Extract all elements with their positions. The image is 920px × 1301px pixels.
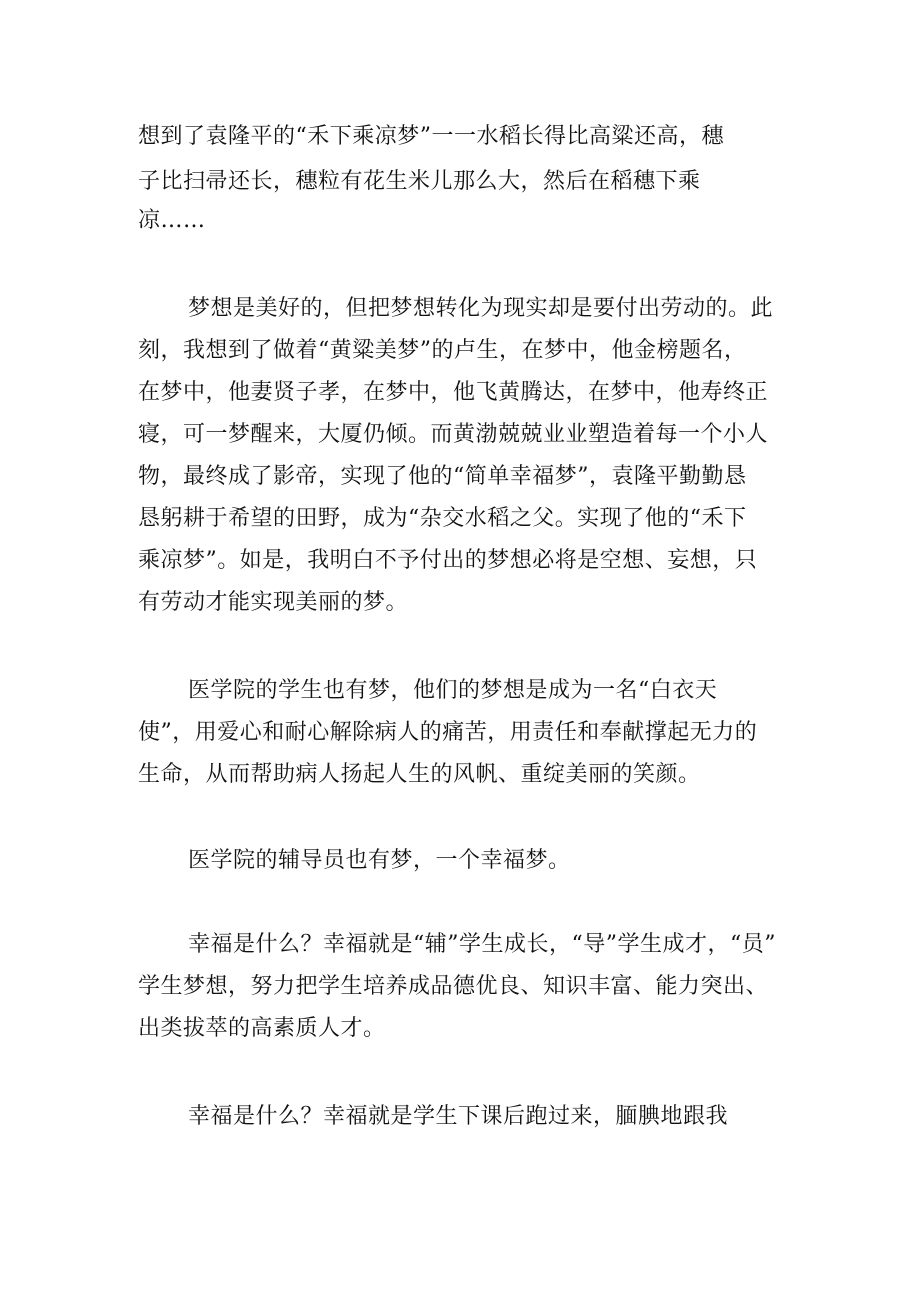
paragraph-line: 乘凉梦”。如是，我明白不予付出的梦想必将是空想、妄想，只 — [138, 548, 758, 573]
paragraph-line: 梦想是美好的，但把梦想转化为现实却是要付出劳动的。此 — [188, 296, 774, 321]
paragraph-line: 刻，我想到了做着“黄粱美梦”的卢生，在梦中，他金榜题名， — [138, 338, 747, 363]
paragraph-line: 有劳动才能实现美丽的梦。 — [138, 590, 409, 615]
paragraph-line: 使”，用爱心和耐心解除病人的痛苦，用责任和奉献撑起无力的 — [138, 720, 758, 745]
paragraph-line: 幸福是什么？幸福就是学生下课后跑过来，腼腆地跟我 — [188, 1104, 729, 1129]
paragraph-line: 学生梦想，努力把学生培养成品德优良、知识丰富、能力突出、 — [138, 974, 769, 999]
paragraph-line: 物，最终成了影帝，实现了他的“简单幸福梦”，袁隆平勤勤恳 — [138, 464, 747, 489]
paragraph-line: 在梦中，他妻贤子孝，在梦中，他飞黄腾达，在梦中，他寿终正 — [138, 380, 769, 405]
paragraph-line: 医学院的辅导员也有梦，一个幸福梦。 — [188, 848, 571, 873]
paragraph-line: 生命，从而帮助病人扬起人生的风帆、重绽美丽的笑颜。 — [138, 762, 701, 787]
paragraph-line: 寝，可一梦醒来，大厦仍倾。而黄渤兢兢业业塑造着每一个小人 — [138, 422, 769, 447]
paragraph-line: 出类拔萃的高素质人才。 — [138, 1016, 386, 1041]
paragraph-line: 凉…… — [138, 208, 206, 233]
paragraph-line: 恳躬耕于希望的田野，成为“杂交水稻之父。实现了他的“禾下 — [138, 506, 747, 531]
paragraph-line: 子比扫帚还长，穗粒有花生米儿那么大，然后在稻穗下乘 — [138, 169, 701, 194]
paragraph-line: 幸福是什么？幸福就是“辅”学生成长，“导”学生成才，“员” — [188, 932, 776, 957]
paragraph-line: 想到了袁隆平的“禾下乘凉梦”一一水稻长得比高粱还高，穗 — [138, 124, 724, 149]
paragraph-line: 医学院的学生也有梦，他们的梦想是成为一名“白衣天 — [188, 678, 718, 703]
